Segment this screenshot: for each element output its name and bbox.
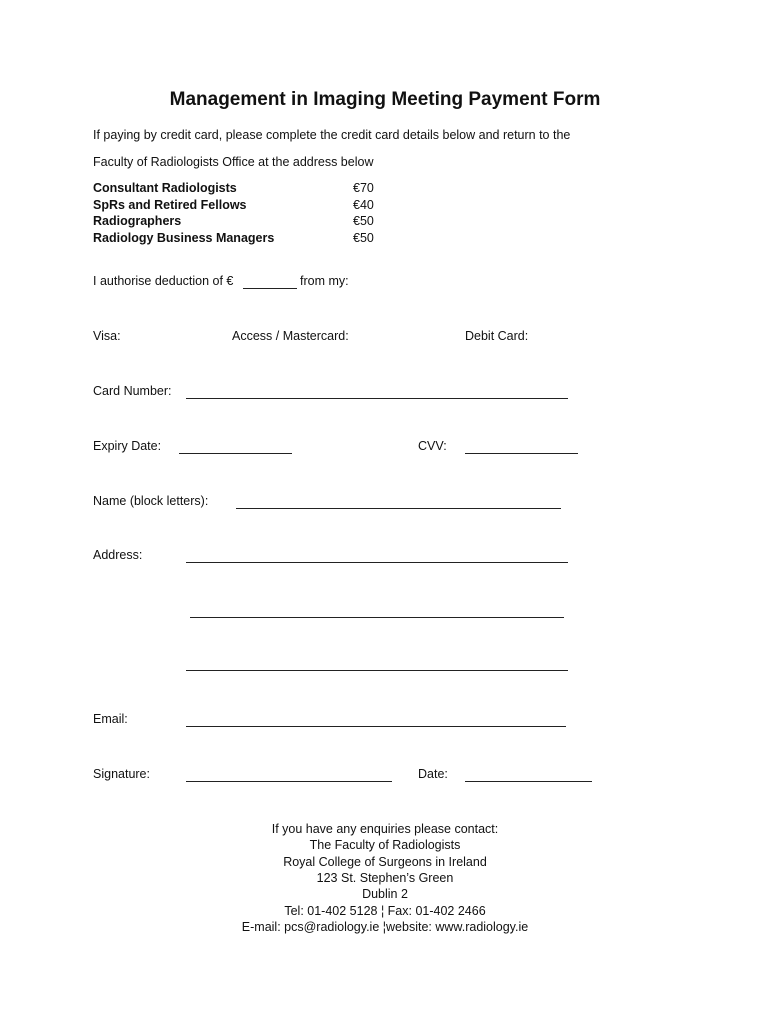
address-line-3-field[interactable]	[186, 670, 568, 671]
date-label: Date:	[418, 767, 448, 781]
fee-amount-business-managers: €50	[353, 231, 374, 245]
contact-web[interactable]: E-mail: pcs@radiology.ie ¦website: www.radiology.ie	[241, 920, 529, 934]
contact-phone: Tel: 01-402 5128 ¦ Fax: 01-402 2466	[284, 904, 486, 918]
contact-college: Royal College of Surgeons in Ireland	[283, 855, 487, 869]
email-label: Email:	[93, 712, 128, 726]
contact-org: The Faculty of Radiologists	[309, 838, 461, 852]
authorise-prefix: I authorise deduction of €	[93, 274, 234, 288]
name-field[interactable]	[236, 508, 561, 509]
amount-field[interactable]	[243, 288, 297, 289]
intro-line-2: Faculty of Radiologists Office at the address below	[93, 155, 374, 169]
cvv-field[interactable]	[465, 453, 578, 454]
signature-field[interactable]	[186, 781, 392, 782]
contact-city: Dublin 2	[362, 887, 408, 901]
fee-label-consultant: Consultant Radiologists	[93, 181, 237, 195]
signature-label: Signature:	[93, 767, 150, 781]
card-number-field[interactable]	[186, 398, 568, 399]
expiry-date-field[interactable]	[179, 453, 292, 454]
expiry-date-label: Expiry Date:	[93, 439, 162, 453]
contact-street: 123 St. Stephen’s Green	[316, 871, 454, 885]
date-field[interactable]	[465, 781, 592, 782]
mastercard-label[interactable]: Access / Mastercard:	[232, 329, 349, 343]
visa-label[interactable]: Visa:	[93, 329, 121, 343]
page-title: Management in Imaging Meeting Payment Form	[169, 89, 601, 110]
debit-card-label[interactable]: Debit Card:	[465, 329, 529, 343]
address-line-2-field[interactable]	[190, 617, 564, 618]
authorise-suffix: from my:	[300, 274, 349, 288]
address-line-1-field[interactable]	[186, 562, 568, 563]
contact-intro: If you have any enquiries please contact:	[271, 822, 499, 836]
cvv-label: CVV:	[418, 439, 447, 453]
address-label: Address:	[93, 548, 143, 562]
fee-amount-sprs: €40	[353, 198, 374, 212]
intro-line-1: If paying by credit card, please complete the credit card details below and return to the	[93, 128, 571, 142]
card-number-label: Card Number:	[93, 384, 172, 398]
fee-label-business-managers: Radiology Business Managers	[93, 231, 275, 245]
fee-label-sprs: SpRs and Retired Fellows	[93, 198, 247, 212]
fee-amount-radiographers: €50	[353, 214, 374, 228]
fee-label-radiographers: Radiographers	[93, 214, 182, 228]
name-label: Name (block letters):	[93, 494, 209, 508]
fee-amount-consultant: €70	[353, 181, 374, 195]
email-field[interactable]	[186, 726, 566, 727]
